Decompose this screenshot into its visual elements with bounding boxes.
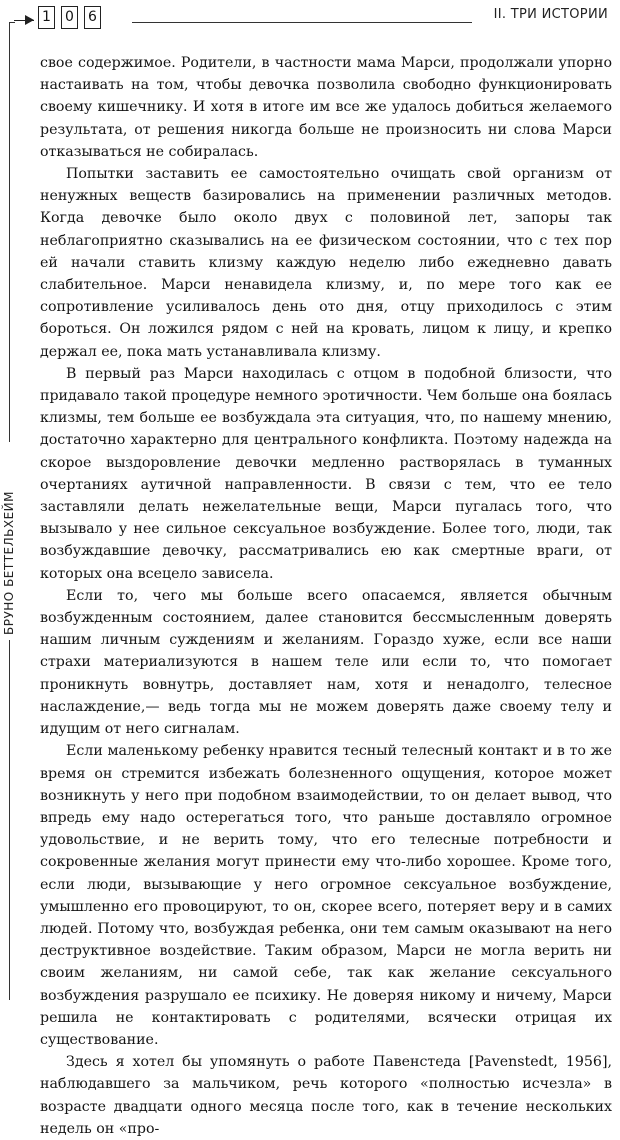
paragraph: Здесь я хотел бы упомянуть о работе Павенстеда [Pavenstedt, 1956], наблюдавшего за мальчиком, речь которого «полностью исчезла» в возрасте двадцати одного месяца после того, как в течение нескольких недель он «про- xyxy=(40,1054,612,1137)
side-rule-top xyxy=(9,22,10,442)
header-rule xyxy=(132,22,472,23)
side-author-name: БРУНО БЕТТЕЛЬХЕЙМ xyxy=(2,490,16,635)
text-body xyxy=(40,52,612,1140)
paragraph: Если маленькому ребенку нравится тесный телесный контакт и в то же время он стремится избежать болезненного ощущения, которое может возникнуть у него при подобном взаимодействии, то он делает вывод, что впредь ему надо остерегаться того, что раньше доставляло огромное удовольствие, и не верить тому, что его телесные потребности и сокровенные желания могут принести ему что-либо хорошее. Кроме того, если люди, вызывающие у него огромное сексуальное возбуждение, умышленно его провоцируют, то он, скорее всего, потеряет веру и в самих людей. Потому что, возбуждая ребенка, они тем самым оказывают на него деструктивное воздействие. Таким образом, Марси не могла верить ни своим желаниям, ни самой себе, так как желание сексуального возбуждения разрушало ее психику. Не доверяя никому и ничему, Марси решила не контактировать с родителями, всячески отрицая их существование. xyxy=(40,743,612,1048)
page-number-digit: 0 xyxy=(61,6,78,29)
page-number-digit: 6 xyxy=(84,6,101,29)
arrow-right-icon xyxy=(25,15,34,25)
page-header xyxy=(0,0,620,40)
paragraph: Если то, чего мы больше всего опасаемся, является обычным возбужденным состоянием, далее становится бессмысленным доверять нашим личным суждениям и желаниям. Гораздо хуже, если все наши страхи материализуются в нашем теле или если то, что помогает проникнуть вовнутрь, доставляет нам, хотя и ненадолго, телесное наслаждение,— ведь тогда мы не можем доверять даже своему телу и идущим от него сигналам. xyxy=(40,587,612,738)
paragraph: Попытки заставить ее самостоятельно очищать свой организм от ненужных веществ базировались на применении различных методов. Когда девочке было около двух с половиной лет, запоры так неблагоприятно сказывались на ее физическом состоянии, что с тех пор ей начали ставить клизму каждую неделю либо ежедневно давать слабительное. Марси ненавидела клизму, и, по мере того как ее сопротивление усиливалось день ото дня, отцу приходилось с этим бороться. Он ложился рядом с ней на кровать, лицом к лицу, и крепко держал ее, пока мать устанавливала клизму. xyxy=(40,166,612,360)
paragraph: свое содержимое. Родители, в частности мама Марси, продолжали упорно настаивать на том, чтобы девочка позволила свободно функционировать своему кишечнику. И хотя в итоге им все же удалось добиться желаемого результата, от решения никогда больше не произносить ни слова Марси отказываться не собиралась. xyxy=(40,55,612,160)
paragraph: В первый раз Марси находилась с отцом в подобной близости, что придавало такой процедуре немного эротичности. Чем больше она боялась клизмы, тем больше ее возбуждала эта ситуация, что, по нашему мнению, достаточно характерно для центрального конфликта. Поэтому надежда на скорое выздоровление девочки медленно растворялась в туманных очертаниях аутичной направленности. В связи с тем, что ее тело заставляли делать нежелательные вещи, Марси пугалась того, что вызывало у нее сильное сексуальное возбуждение. Более того, люди, так возбуждавшие девочку, рассматривались ею как смертные враги, от которых она всецело зависела. xyxy=(40,365,612,582)
running-title: II. ТРИ ИСТОРИИ xyxy=(493,7,608,22)
page-number-digit: 1 xyxy=(38,6,55,29)
side-rule-bottom xyxy=(9,640,10,1000)
